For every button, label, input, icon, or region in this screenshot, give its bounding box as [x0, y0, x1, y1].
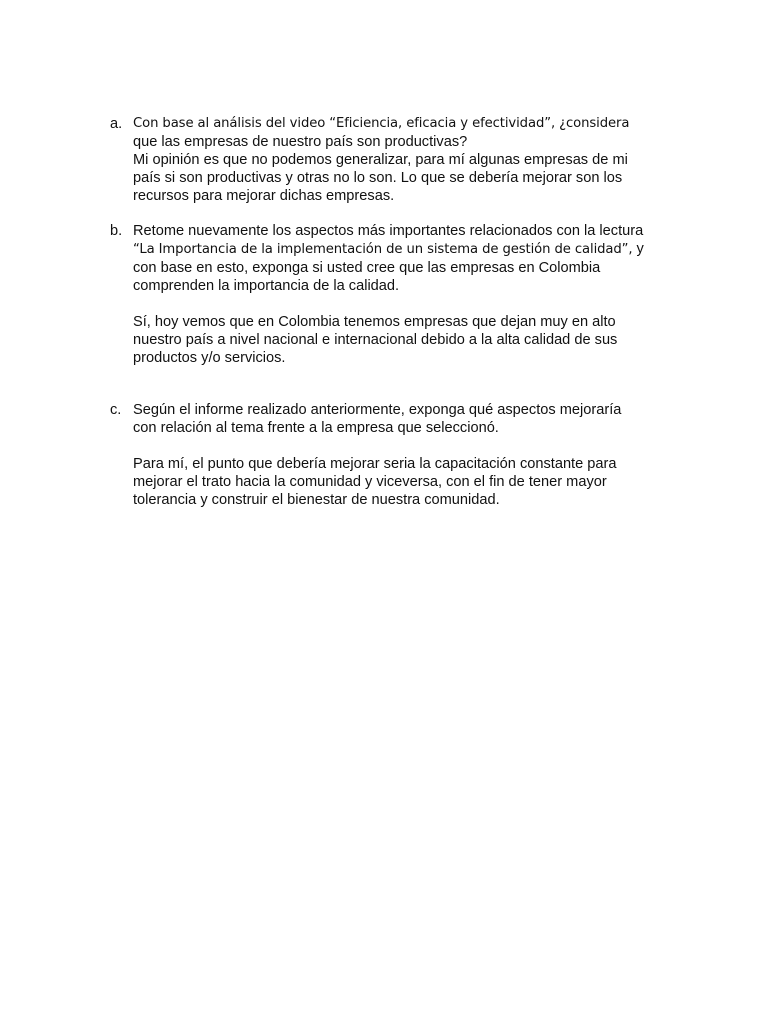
list-item-b	[110, 222, 670, 367]
list-marker: a.	[110, 116, 123, 132]
item-body	[133, 222, 670, 367]
answer-line: mejorar el trato hacia la comunidad y viceversa, con el fin de tener mayor	[133, 474, 607, 490]
answer-line: recursos para mejorar dichas empresas.	[133, 188, 395, 204]
list-marker: b.	[110, 223, 123, 239]
question-line: Según el informe realizado anteriormente, exponga qué aspectos mejoraría	[133, 402, 622, 418]
answer-line: país si son productivas y otras no lo son. Lo que se debería mejorar son los	[133, 170, 623, 186]
item-body	[133, 401, 670, 509]
answer-line: productos y/o servicios.	[133, 350, 286, 366]
answer-line: nuestro país a nivel nacional e internacional debido a la alta calidad de sus	[133, 332, 618, 348]
question-line	[133, 240, 670, 259]
question-fragment: y	[632, 241, 644, 257]
list-item-c	[110, 401, 670, 509]
question-line: Retome nuevamente los aspectos más importantes relacionados con la lectura	[133, 223, 644, 239]
paragraph-gap	[133, 437, 670, 455]
question-line: comprenden la importancia de la calidad.	[133, 278, 400, 294]
answer-line: tolerancia y construir el bienestar de nuestra comunidad.	[133, 492, 500, 508]
answer-line: Para mí, el punto que debería mejorar seria la capacitación constante para	[133, 456, 617, 472]
paragraph-gap	[133, 295, 670, 313]
item-body	[133, 115, 670, 205]
answer-line: Mi opinión es que no podemos generalizar, para mí algunas empresas de mi	[133, 152, 628, 168]
question-line: con base en esto, exponga si usted cree que las empresas en Colombia	[133, 260, 601, 276]
reading-title: “La Importancia de la implementación de un sistema de gestión de calidad”,	[133, 242, 633, 257]
question-line: Con base al análisis del video “Eficiencia, eficacia y efectividad”, ¿considera	[133, 116, 630, 131]
question-line: que las empresas de nuestro país son productivas?	[133, 134, 468, 150]
answer-line: Sí, hoy vemos que en Colombia tenemos empresas que dejan muy en alto	[133, 314, 616, 330]
question-line: con relación al tema frente a la empresa que seleccionó.	[133, 420, 499, 436]
list-marker: c.	[110, 402, 122, 418]
list-item-a	[110, 115, 670, 205]
